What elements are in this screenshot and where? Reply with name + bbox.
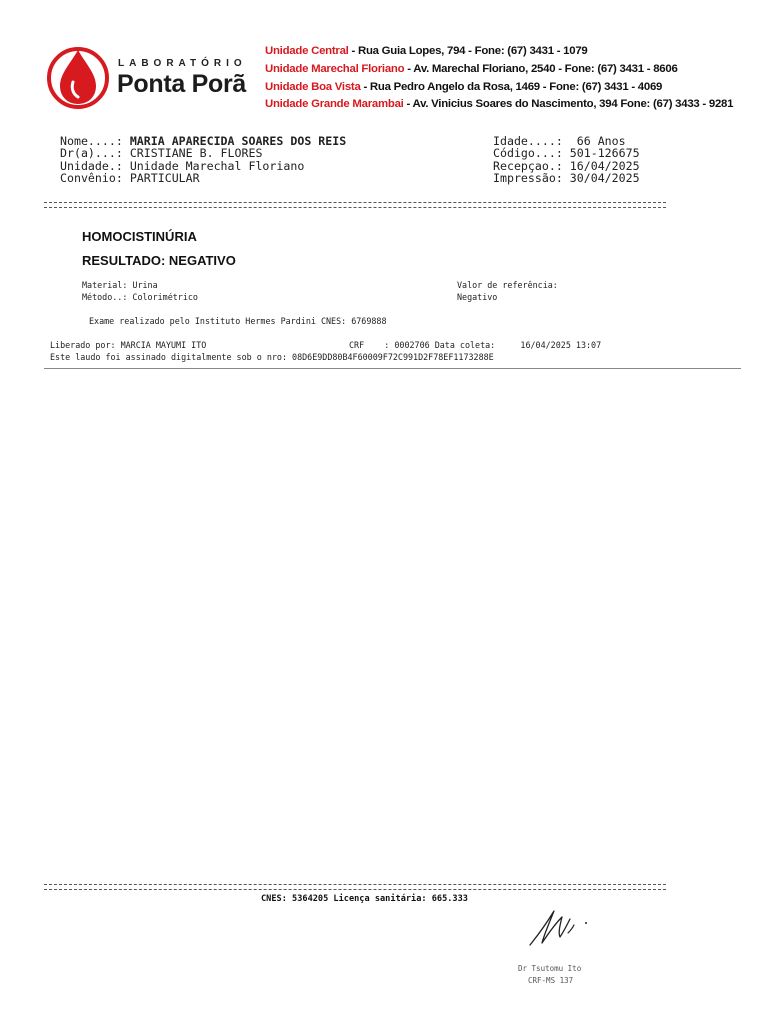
exam-title: HOMOCISTINÚRIA (82, 229, 197, 244)
material-text: Material: Urina (82, 280, 158, 290)
unit-name: Unidade Grande Marambai (265, 98, 404, 110)
exam-result: RESULTADO: NEGATIVO (82, 253, 236, 268)
doctor-row (60, 147, 262, 160)
doctor-name: CRISTIANE B. FLORES (129, 146, 263, 160)
label: Código...: (493, 146, 570, 160)
label: Dr(a)...: (60, 146, 130, 160)
label: Convênio: (60, 171, 130, 185)
lab-note: Exame realizado pelo Instituto Hermes Pardini CNES: 6769888 (89, 316, 387, 326)
unit-name: Unidade Marechal Floriano (265, 63, 405, 75)
divider-bottom (44, 884, 666, 890)
print-row (493, 172, 640, 185)
crf-collection: CRF : 0002706 Data coleta: 16/04/2025 13:07 (349, 340, 602, 350)
label: Impressão: (493, 171, 570, 185)
digital-signature-text: Este laudo foi assinado digitalmente sob o nro: 08D6E9DD80B4F60009F72C991D2F78EF1173288E (50, 352, 494, 362)
insurance-value: PARTICULAR (129, 171, 200, 185)
unit-detail: - Av. Marechal Floriano, 2540 - Fone: (67) 3431 - 8606 (404, 63, 678, 75)
unit-line-marechal (265, 63, 678, 75)
label: Idade....: (493, 134, 570, 148)
unit-detail: - Rua Pedro Angelo da Rosa, 1469 - Fone: (67) 3431 - 4069 (360, 81, 663, 93)
insurance-row (60, 172, 200, 185)
unit-line-marambai (265, 98, 733, 110)
reception-date: 16/04/2025 (569, 159, 640, 173)
label: Nome....: (60, 134, 130, 148)
divider-result (44, 368, 741, 369)
signer-name: Dr Tsutomu Ito (518, 964, 582, 973)
unit-name: Unidade Boa Vista (265, 81, 361, 93)
released-by: Liberado por: MARCIA MAYUMI ITO (50, 340, 207, 350)
reference-label: Valor de referência: (457, 280, 558, 290)
logo-subtitle: LABORATÓRIO (118, 58, 247, 69)
method-text: Método..: Colorimétrico (82, 292, 198, 302)
footer-cnes: CNES: 5364205 Licença sanitária: 665.333 (261, 894, 468, 904)
unit-value: Unidade Marechal Floriano (129, 159, 305, 173)
unit-line-boa-vista (265, 81, 662, 93)
label: Recepçao.: (493, 159, 570, 173)
reference-value: Negativo (457, 292, 498, 302)
code-row (493, 147, 640, 160)
logo-name: Ponta Porã (117, 70, 246, 98)
print-date: 30/04/2025 (569, 171, 640, 185)
age-value: 66 Anos (569, 134, 626, 148)
signer-crf: CRF-MS 137 (528, 976, 574, 985)
unit-line-central (265, 45, 588, 57)
patient-name: MARIA APARECIDA SOARES DOS REIS (129, 134, 347, 148)
label: Unidade.: (60, 159, 130, 173)
signature-image (524, 903, 596, 949)
unit-detail: - Av. Vinicius Soares do Nascimento, 394 Fone: (67) 3433 - 9281 (403, 98, 734, 110)
unit-detail: - Rua Guia Lopes, 794 - Fone: (67) 3431 - 1079 (348, 45, 588, 57)
unit-name: Unidade Central (265, 45, 349, 57)
code-value: 501-126675 (569, 146, 640, 160)
divider-top (44, 202, 666, 208)
lab-logo-icon (46, 42, 110, 110)
